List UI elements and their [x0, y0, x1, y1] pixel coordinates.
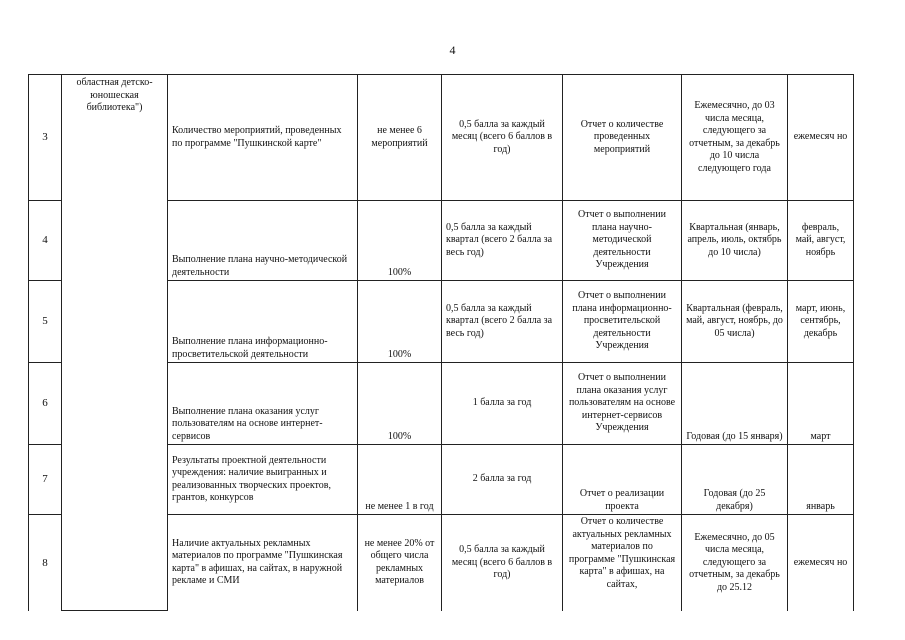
period-cell: ежемесяч но — [788, 515, 854, 611]
report-cell: Отчет о выполнении плана информационно-просветительской деятельности Учреждения — [563, 281, 682, 363]
page-number: 4 — [449, 43, 456, 57]
frequency-cell: Квартальная (февраль, май, август, ноябрь, до 05 числа) — [682, 281, 788, 363]
target-cell: не менее 6 мероприятий — [358, 75, 442, 201]
period-cell: февраль, май, август, ноябрь — [788, 201, 854, 281]
period-cell: январь — [788, 445, 854, 515]
score-cell: 0,5 балла за каждый квартал (всего 2 балла за весь год) — [442, 281, 563, 363]
score-cell: 1 балла за год — [442, 363, 563, 445]
period-cell: март — [788, 363, 854, 445]
report-cell: Отчет о количестве актуальных рекламных материалов по программе "Пушкинская карта" в афишах, на сайтах, — [563, 515, 682, 611]
report-cell: Отчет о реализации проекта — [563, 445, 682, 515]
frequency-cell: Ежемесячно, до 05 числа месяца, следующего за отчетным, за декабрь до 25.12 — [682, 515, 788, 611]
score-cell: 0,5 балла за каждый месяц (всего 6 баллов в год) — [442, 75, 563, 201]
report-cell: Отчет о количестве проведенных мероприятий — [563, 75, 682, 201]
frequency-cell: Годовая (до 25 декабря) — [682, 445, 788, 515]
criteria-table — [28, 74, 854, 611]
target-cell: 100% — [358, 363, 442, 445]
table-row — [29, 75, 854, 201]
score-cell: 2 балла за год — [442, 445, 563, 515]
row-number: 5 — [29, 281, 62, 363]
target-cell: 100% — [358, 201, 442, 281]
row-number: 7 — [29, 445, 62, 515]
row-number: 3 — [29, 75, 62, 201]
score-cell: 0,5 балла за каждый квартал (всего 2 балла за весь год) — [442, 201, 563, 281]
row-number: 6 — [29, 363, 62, 445]
organization-cell: областная детско-юношеская библиотека") — [62, 75, 168, 611]
score-cell: 0,5 балла за каждый месяц (всего 6 баллов в год) — [442, 515, 563, 611]
target-cell: не менее 1 в год — [358, 445, 442, 515]
indicator-cell: Выполнение плана информационно-просветительской деятельности — [168, 281, 358, 363]
target-cell: 100% — [358, 281, 442, 363]
frequency-cell: Ежемесячно, до 03 числа месяца, следующего за отчетным, за декабрь до 10 числа следующего года — [682, 75, 788, 201]
report-cell: Отчет о выполнении плана оказания услуг пользователям на основе интернет-сервисов Учреждения — [563, 363, 682, 445]
indicator-cell: Количество мероприятий, проведенных по программе "Пушкинской карте" — [168, 75, 358, 201]
row-number: 4 — [29, 201, 62, 281]
indicator-cell: Выполнение плана оказания услуг пользователям на основе интернет-сервисов — [168, 363, 358, 445]
indicator-cell: Выполнение плана научно-методической деятельности — [168, 201, 358, 281]
frequency-cell: Годовая (до 15 января) — [682, 363, 788, 445]
target-cell: не менее 20% от общего числа рекламных материалов — [358, 515, 442, 611]
indicator-cell: Наличие актуальных рекламных материалов по программе "Пушкинская карта" в афишах, на сайтах, в наружной рекламе и СМИ — [168, 515, 358, 611]
report-cell: Отчет о выполнении плана научно-методической деятельности Учреждения — [563, 201, 682, 281]
period-cell: ежемесяч но — [788, 75, 854, 201]
indicator-cell: Результаты проектной деятельности учреждения: наличие выигранных и реализованных творческих проектов, грантов, конкурсов — [168, 445, 358, 515]
period-cell: март, июнь, сентябрь, декабрь — [788, 281, 854, 363]
row-number: 8 — [29, 515, 62, 611]
frequency-cell: Квартальная (январь, апрель, июль, октябрь до 10 числа) — [682, 201, 788, 281]
